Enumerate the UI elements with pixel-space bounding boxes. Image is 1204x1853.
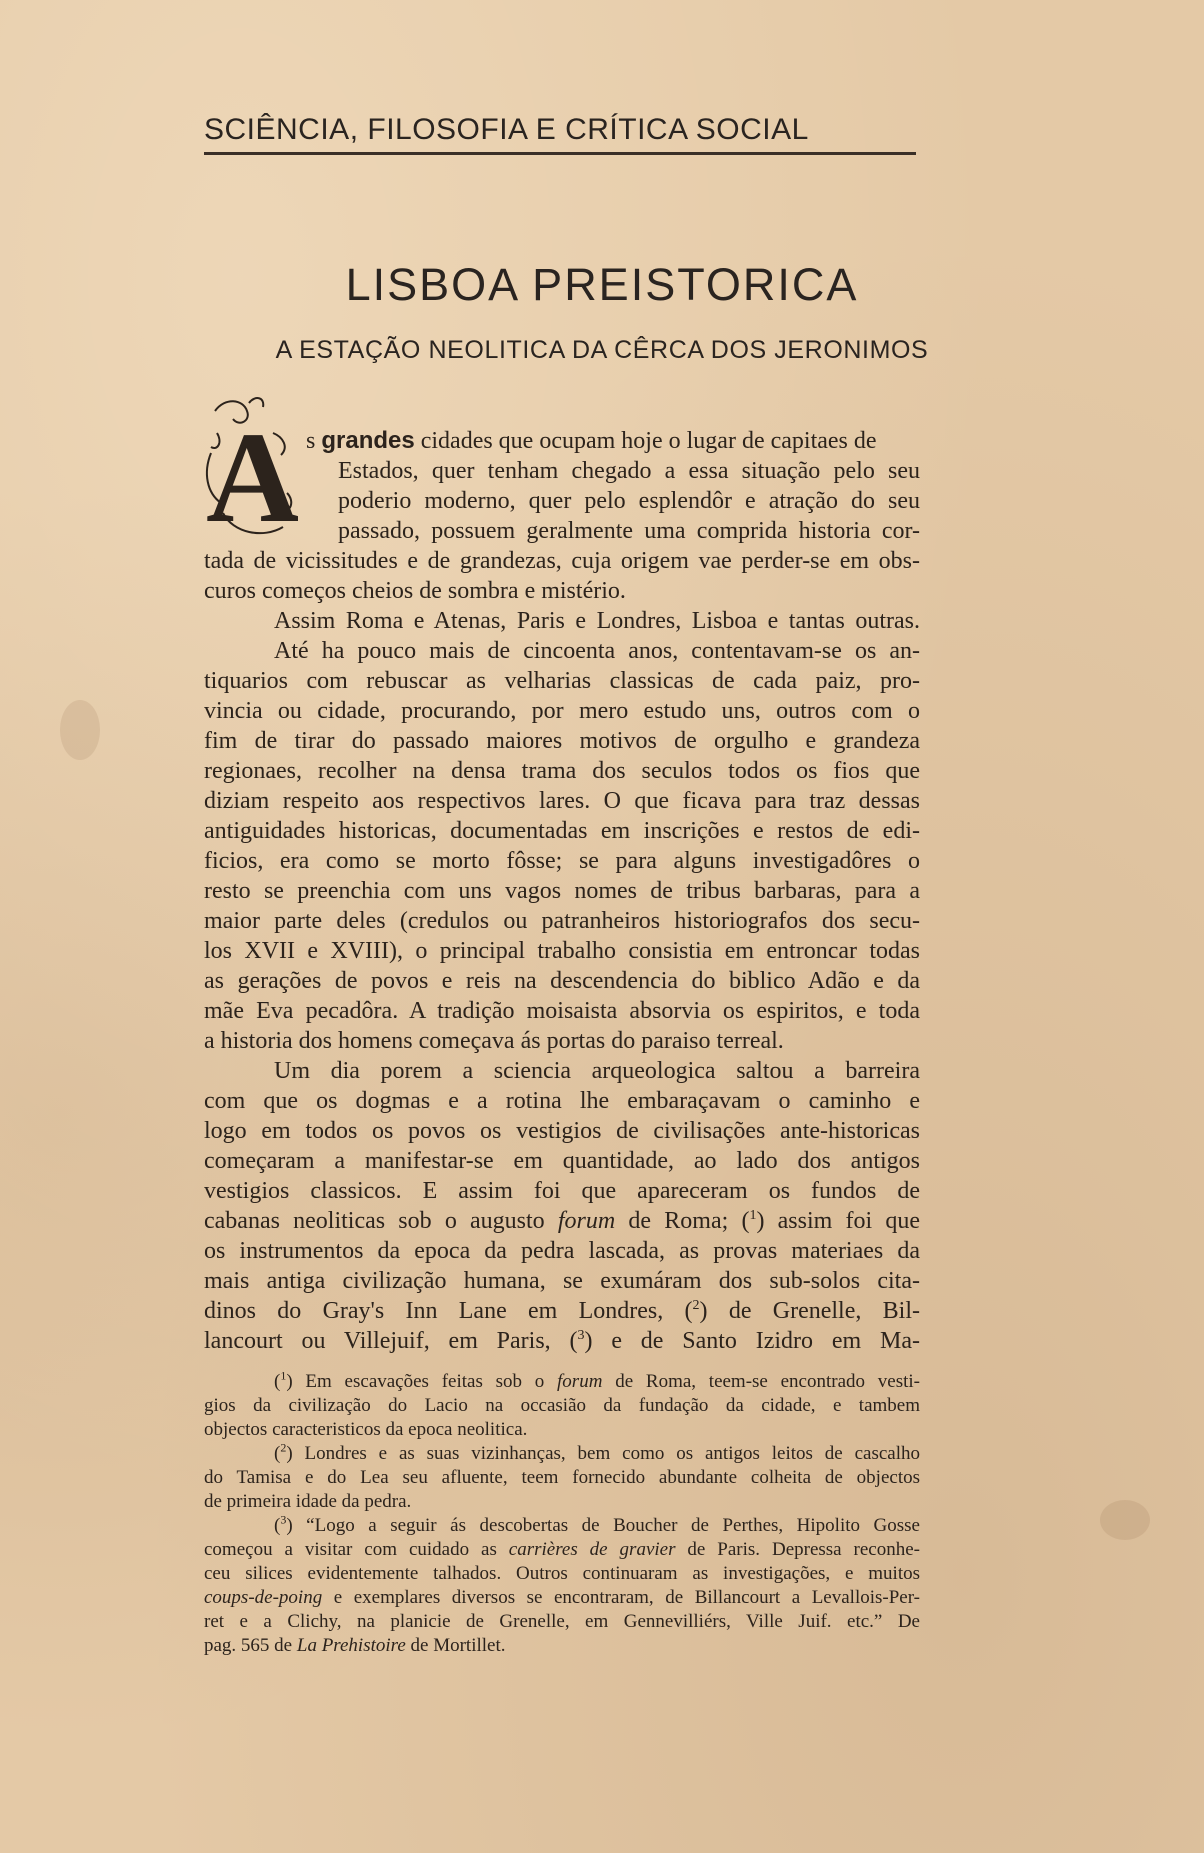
footnote-line: de primeira idade da pedra. <box>204 1491 412 1512</box>
body-line: tiquarios com rebuscar as velharias classicas de cada paiz, pro- <box>204 668 920 694</box>
body-line: as gerações de povos e reis na descendencia do biblico Adão e da <box>204 968 920 994</box>
text-segment: começou a visitar com cuidado as <box>204 1539 509 1560</box>
text-segment: ( <box>274 1371 281 1392</box>
footnote-ref: 1 <box>280 1368 287 1383</box>
footnote-line <box>274 1514 920 1538</box>
text-segment: de Paris. Depressa reconhe- <box>675 1539 920 1560</box>
body-line: passado, possuem geralmente uma comprida historia cor- <box>338 518 920 544</box>
text-segment: ) Londres e as suas vizinhanças, bem como os antigos leitos de cascalho <box>286 1443 920 1464</box>
text-segment: ) e de Santo Izidro em Ma- <box>584 1328 921 1354</box>
footnote-line: ret e a Clichy, na planicie de Grenelle, em Gennevilliérs, Ville Juif. etc.” De <box>204 1611 920 1632</box>
footnote-ref: 3 <box>280 1512 287 1527</box>
text-segment: s <box>306 428 322 454</box>
text-segment: ( <box>274 1515 281 1536</box>
body-line: antiguidades historicas, documentadas em inscrições e restos de edi- <box>204 818 920 844</box>
footnote-ref: 2 <box>280 1440 287 1455</box>
text-segment: lancourt ou Villejuif, em Paris, ( <box>204 1328 578 1354</box>
dropcap-ornament <box>203 393 298 545</box>
text-segment: e exemplares diversos se encontraram, de Billancourt a Levallois-Per- <box>322 1587 920 1608</box>
text-segment: de Mortillet. <box>405 1635 506 1656</box>
text-segment: ) assim foi que <box>756 1208 921 1234</box>
body-line: a historia dos homens começava ás portas do paraiso terreal. <box>204 1028 784 1054</box>
paper-stain <box>1100 1500 1150 1540</box>
text-segment: cidades que ocupam hoje o lugar de capitaes de <box>414 428 877 454</box>
body-line: vestigios classicos. E assim foi que apareceram os fundos de <box>204 1178 920 1204</box>
article-title: LISBOA PREISTORICA <box>345 259 859 310</box>
body-line: Até ha pouco mais de cincoenta anos, contentavam-se os an- <box>274 638 920 664</box>
emphasis: La Prehistoire <box>296 1635 406 1656</box>
body-line: os instrumentos da epoca da pedra lascada, as provas materiaes da <box>204 1238 920 1264</box>
text-segment: cabanas neoliticas sob o augusto <box>204 1208 558 1234</box>
text-segment: pag. 565 de <box>204 1635 297 1656</box>
body-line: Um dia porem a sciencia arqueologica saltou a barreira <box>274 1058 920 1084</box>
dropcap-letter: A <box>206 406 298 545</box>
emphasis: grandes <box>321 427 415 454</box>
body-line: maior parte deles (credulos ou patranheiros historiografos dos secu- <box>204 908 920 934</box>
emphasis: carrières de gravier <box>508 1539 676 1560</box>
body-line: com que os dogmas e a rotina lhe embaraçavam o caminho e <box>204 1088 920 1114</box>
text-segment: de Roma; ( <box>615 1208 750 1234</box>
body-line: los XVII e XVIII), o principal trabalho consistia em entroncar todas <box>204 938 920 964</box>
footnote-line <box>204 1634 920 1658</box>
body-line: logo em todos os povos os vestigios de civilisações ante-historicas <box>204 1118 920 1144</box>
text-segment: ( <box>274 1443 281 1464</box>
footnote-ref: 1 <box>749 1208 757 1223</box>
body-line: ficios, era como se morto fôsse; se para alguns investigadôres o <box>204 848 920 874</box>
footnote-line <box>204 1586 920 1610</box>
emphasis: coups-de-poing <box>204 1587 323 1608</box>
body-line: mãe Eva pecadôra. A tradição moisaista absorvia os espiritos, e toda <box>204 998 920 1024</box>
body-line: Assim Roma e Atenas, Paris e Londres, Lisboa e tantas outras. <box>274 608 920 634</box>
dropcap-a-icon <box>203 393 298 545</box>
footnote-line: ceu silices evidentemente talhados. Outros continuaram as investigações, e muitos <box>204 1563 920 1584</box>
emphasis: forum <box>557 1208 616 1234</box>
text-segment: ) “Logo a seguir ás descobertas de Boucher de Perthes, Hipolito Gosse <box>286 1515 920 1536</box>
paper-stain <box>60 700 100 760</box>
footnote-line: do Tamisa e do Lea seu afluente, teem fornecido abundante colheita de objectos <box>204 1467 920 1488</box>
section-rule <box>204 152 916 155</box>
footnote-ref: 2 <box>692 1298 700 1313</box>
footnote-line: gios da civilização do Lacio na occasião da fundação da cidade, e tambem <box>204 1395 920 1416</box>
body-line: vincia ou cidade, procurando, por mero estudo uns, outros com o <box>204 698 920 724</box>
body-line <box>306 426 920 456</box>
body-line: regionaes, recolher na densa trama dos seculos todos os fios que <box>204 758 920 784</box>
body-line: tada de vicissitudes e de grandezas, cuja origem vae perder-se em obs- <box>204 548 920 574</box>
body-line: fim de tirar do passado maiores motivos de orgulho e grandeza <box>204 728 920 754</box>
text-segment: ) de Grenelle, Bil- <box>699 1298 920 1324</box>
body-line: curos começos cheios de sombra e mistério. <box>204 578 626 604</box>
footnote-line <box>274 1442 920 1466</box>
footnote-ref: 3 <box>577 1328 585 1343</box>
article-subtitle: A ESTAÇÃO NEOLITICA DA CÊRCA DOS JERONIMOS <box>275 336 929 364</box>
body-line: mais antiga civilização humana, se exumáram dos sub-solos cita- <box>204 1268 920 1294</box>
body-line: Estados, quer tenham chegado a essa situação pelo seu <box>338 458 920 484</box>
footnote-line <box>274 1370 920 1394</box>
body-line: poderio moderno, quer pelo esplendôr e atração do seu <box>338 488 920 514</box>
footnote-line: objectos caracteristicos da epoca neolitica. <box>204 1419 528 1440</box>
text-segment: ) Em escavações feitas sob o <box>286 1371 558 1392</box>
body-line <box>204 1296 920 1326</box>
section-header: SCIÊNCIA, FILOSOFIA E CRÍTICA SOCIAL <box>204 113 809 146</box>
body-line: diziam respeito aos respectivos lares. O que ficava para traz dessas <box>204 788 920 814</box>
footnote-line <box>204 1538 920 1562</box>
body-line: resto se preenchia com uns vagos nomes de tribus barbaras, para a <box>204 878 920 904</box>
body-line: começaram a manifestar-se em quantidade, ao lado dos antigos <box>204 1148 920 1174</box>
emphasis: forum <box>557 1371 603 1392</box>
body-line <box>204 1206 920 1236</box>
body-line <box>204 1326 920 1356</box>
text-segment: de Roma, teem-se encontrado vesti- <box>602 1371 921 1392</box>
text-segment: dinos do Gray's Inn Lane em Londres, ( <box>204 1298 693 1324</box>
